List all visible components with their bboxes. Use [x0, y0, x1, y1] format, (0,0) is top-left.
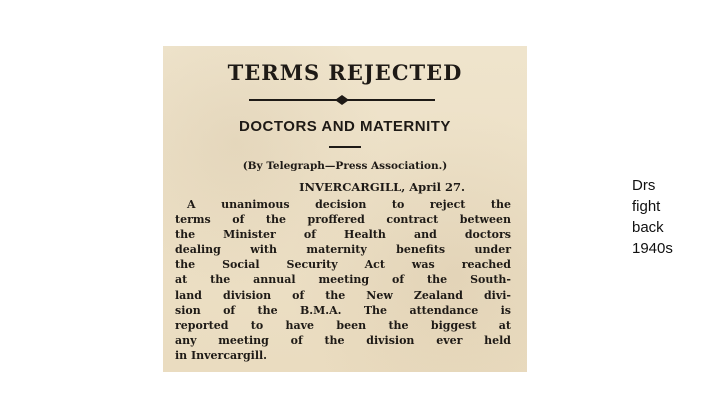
article-line: the Minister of Health and doctors [175, 228, 511, 242]
article-line: the Social Security Act was reached [175, 258, 511, 272]
divider [329, 146, 361, 148]
caption-line: fight [632, 198, 661, 215]
article-line: any meeting of the division ever held [175, 333, 511, 347]
article-line: terms of the proffered contract between [175, 213, 511, 227]
article-body [175, 197, 511, 363]
slide-caption [632, 175, 712, 259]
article-line: in Invercargill. [175, 348, 268, 362]
article-line: dealing with maternity benefits under [175, 243, 511, 257]
article-line: A unanimous decision to reject the [187, 198, 511, 211]
article-line: land division of the New Zealand divi- [175, 288, 511, 302]
article-line: at the annual meeting of the South- [175, 273, 511, 287]
caption-line: 1940s [632, 240, 673, 257]
byline: (By Telegraph—Press Association.) [242, 160, 448, 172]
ornamental-rule [249, 94, 435, 106]
newspaper-clipping [163, 46, 527, 372]
dateline: INVERCARGILL, April 27. [299, 180, 465, 194]
caption-line: back [632, 219, 664, 236]
article-line: sion of the B.M.A. The attendance is [175, 303, 511, 317]
subheadline: DOCTORS AND MATERNITY [239, 118, 451, 135]
headline: TERMS REJECTED [227, 60, 463, 85]
article-line: reported to have been the biggest at [175, 318, 511, 332]
caption-line: Drs [632, 177, 656, 194]
